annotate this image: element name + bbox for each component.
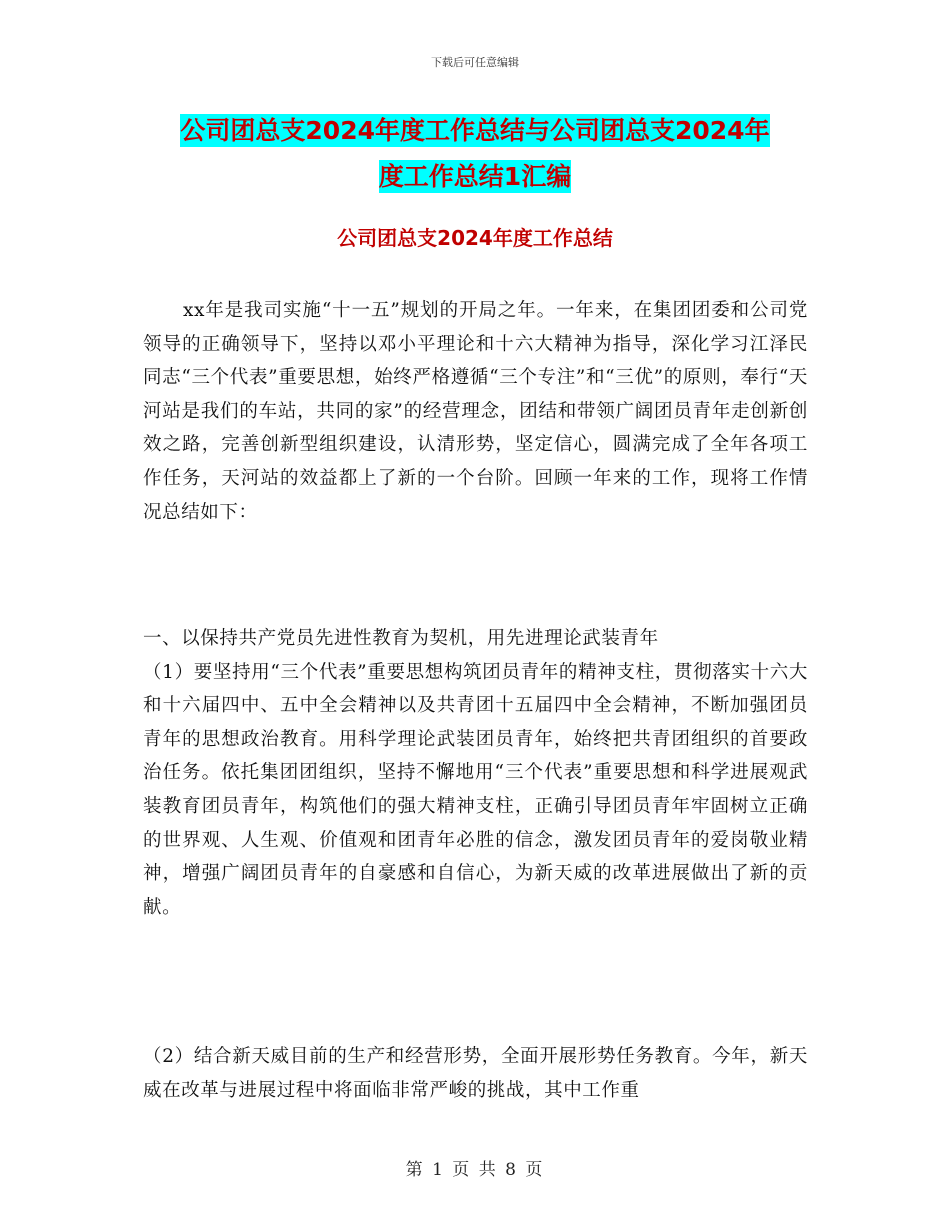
section-1 [143,622,808,924]
document-title-line2: 度工作总结1汇编 [378,162,572,191]
intro-paragraph: xx年是我司实施“十一五”规划的开局之年。一年来，在集团团委和公司党领导的正确领导下，坚持以邓小平理论和十六大精神为指导，深化学习江泽民同志“三个代表”重要思想，始终严格遵循“三个专注”和“三优”的原则，奉行“天河站是我们的车站，共同的家”的经营理念，团结和带领广阔团员青年走创新创效之路，完善创新型组织建设，认清形势，坚定信心，圆满完成了全年各项工作任务，天河站的效益都上了新的一个台阶。回顾一年来的工作，现将工作情况总结如下： [143,300,808,523]
document-title-line1: 公司团总支2024年度工作总结与公司团总支2024年 [180,116,770,145]
section-1-item-1: （1）要坚持用“三个代表”重要思想构筑团员青年的精神支柱，贯彻落实十六大和十六届四中、五中全会精神以及共青团十五届四中全会精神，不断加强团员青年的思想政治教育。用科学理论武装团员青年，始终把共青团组织的首要政治任务。依托集团团组织，坚持不懈地用“三个代表”重要思想和科学进展观武装教育团员青年，构筑他们的强大精神支柱，正确引导团员青年牢固树立正确的世界观、人生观、价值观和团青年必胜的信念，激发团员青年的爱岗敬业精神，增强广阔团员青年的自豪感和自信心，为新天威的改革进展做出了新的贡献。 [143,661,808,918]
document-title [140,108,810,200]
page-number: 第 1 页 共 8 页 [405,1160,545,1180]
section-1-heading: 一、以保持共产党员先进性教育为契机，用先进理论武装青年 [143,628,659,649]
section-title: 公司团总支2024年度工作总结 [337,226,613,250]
header-note: 下载后可任意编辑 [431,56,519,69]
section-1-item-2: （2）结合新天威目前的生产和经营形势，全面开展形势任务教育。今年，新天威在改革与进展过程中将面临非常严峻的挑战，其中工作重 [143,1046,808,1101]
